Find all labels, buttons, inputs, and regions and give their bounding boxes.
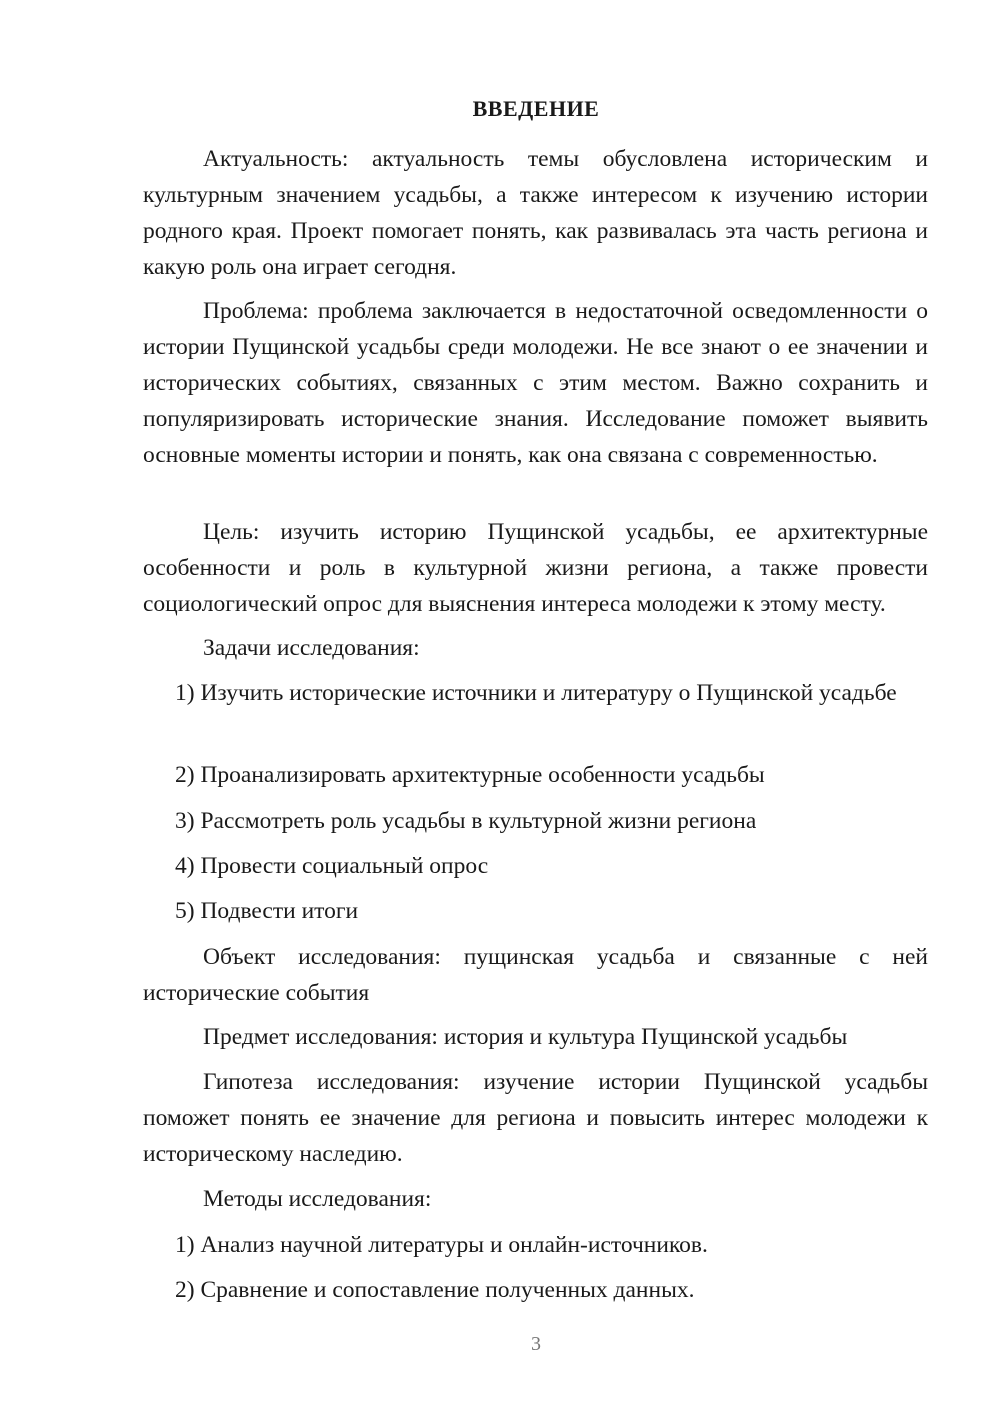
task-item: 4) Провести социальный опрос <box>175 853 489 879</box>
task-item: 3) Рассмотреть роль усадьбы в культурной жизни региона <box>175 808 757 834</box>
task-item: 1) Изучить исторические источники и литературу о Пущинской усадьбе <box>175 680 897 706</box>
method-item: 2) Сравнение и сопоставление полученных данных. <box>175 1277 695 1303</box>
paragraph-relevance: Актуальность: актуальность темы обусловлена историческим и культурным значением усадьбы, а также интересом к изучению истории родного края. Проект помогает понять, как развивалась эта часть региона и какую роль она играет сегодня. <box>143 146 928 280</box>
methods-heading: Методы исследования: <box>203 1186 432 1212</box>
task-item: 2) Проанализировать архитектурные особенности усадьбы <box>175 762 765 788</box>
page-number: 3 <box>531 1333 541 1355</box>
paragraph-subject: Предмет исследования: история и культура Пущинской усадьбы <box>203 1024 848 1050</box>
method-item: 1) Анализ научной литературы и онлайн-источников. <box>175 1232 708 1258</box>
tasks-heading: Задачи исследования: <box>203 635 420 661</box>
task-item: 5) Подвести итоги <box>175 898 359 924</box>
paragraph-object: Объект исследования: пущинская усадьба и связанные с ней исторические события <box>143 944 928 1006</box>
paragraph-goal: Цель: изучить историю Пущинской усадьбы, ее архитектурные особенности и роль в культурной жизни региона, а также провести социологический опрос для выяснения интереса молодежи к этому месту. <box>143 519 928 617</box>
page-title: ВВЕДЕНИЕ <box>472 96 600 121</box>
paragraph-problem: Проблема: проблема заключается в недостаточной осведомленности о истории Пущинской усадьбы среди молодежи. Не все знают о ее значении и исторических событиях, связанных с этим местом. Важно сохранить и популяризировать исторические знания. Исследование поможет выявить основные моменты истории и понять, как она связана с современностью. <box>143 298 928 468</box>
paragraph-hypothesis: Гипотеза исследования: изучение истории Пущинской усадьбы поможет понять ее значение для региона и повысить интерес молодежи к историческому наследию. <box>143 1069 928 1167</box>
